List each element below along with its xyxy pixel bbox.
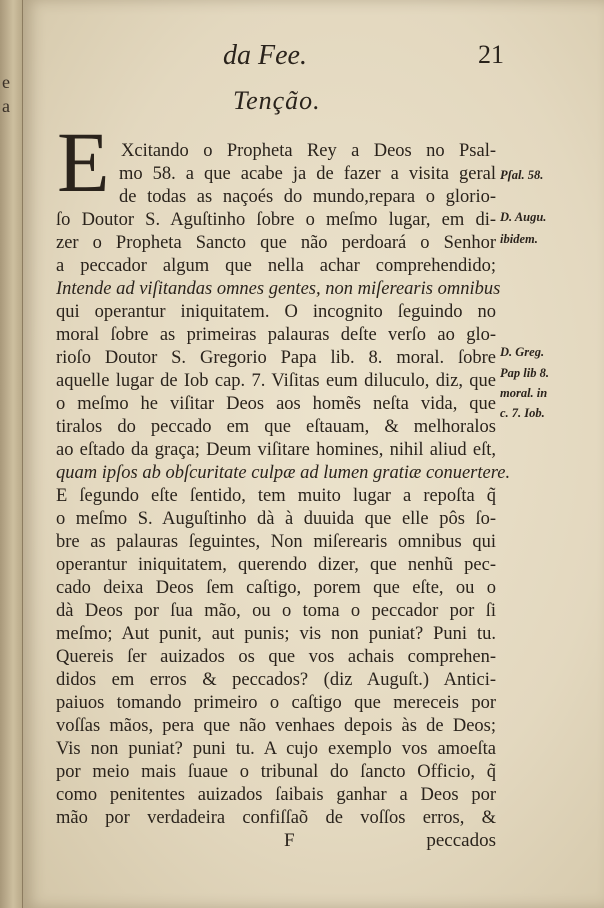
text-line: paiuos tomando primeiro o caſtigo que mereceis por bbox=[56, 693, 496, 713]
text-line: quam ipſos ab obſcuritate culpæ ad lumen gratiæ conuertere. bbox=[56, 463, 511, 483]
margin-note: ibidem. bbox=[500, 232, 538, 246]
text-line: aquelle lugar de Iob cap. 7. Viſitas eum diluculo, diz, que bbox=[56, 371, 496, 391]
text-line: mo 58. a que acabe ja de fazer a visita geral bbox=[119, 164, 496, 184]
text-line: de todas as naçoés do mundo,repara o glorio- bbox=[119, 187, 496, 207]
text-line: Xcitando o Propheta Rey a Deos no Psal- bbox=[121, 141, 496, 161]
page-number: 21 bbox=[478, 40, 504, 69]
text-line: moral ſobre as primeiras palauras deſte verſo ao glo- bbox=[56, 325, 496, 345]
signature-mark: F bbox=[284, 830, 295, 851]
text-line: o meſmo S. Auguſtinho dà à duuida que elle pôs ſo- bbox=[56, 509, 496, 529]
text-line: didos em erros & peccados? (diz Auguſt.) Antici- bbox=[56, 670, 496, 690]
text-line: a peccador algum que nella achar comprehendido; bbox=[56, 256, 496, 276]
text-line: E ſegundo eſte ſentido, tem muito lugar a repoſta q̃ bbox=[56, 486, 496, 506]
margin-note: c. 7. Iob. bbox=[500, 406, 545, 420]
prev-page-char: a bbox=[2, 96, 10, 116]
margin-note: D. Augu. bbox=[500, 210, 547, 224]
text-line: tiralos do peccado em que eſtauam, & melhoralos bbox=[56, 417, 496, 437]
text-line: bre as palauras ſeguintes, Non miſerearis omnibus qui bbox=[56, 532, 496, 552]
text-line: voſſas mãos, pera que não venhaes depois às de Deos; bbox=[56, 716, 496, 736]
text-line: ao eſtado da graça; Deum viſitare homines, nihil aliud eſt, bbox=[56, 440, 496, 460]
previous-page-edge bbox=[0, 0, 23, 908]
text-line: por meio mais ſuaue o tribunal do ſancto Officio, q̃ bbox=[56, 762, 496, 782]
book-page bbox=[23, 0, 604, 908]
text-line: o meſmo he viſitar Deos aos homẽs neſta vida, que bbox=[56, 394, 496, 414]
text-line: mão por verdadeira confiſſaõ de voſſos erros, & bbox=[56, 808, 496, 828]
text-line: zer o Propheta Sancto que não perdoará o Senhor bbox=[56, 233, 496, 253]
margin-note: Pap lib 8. bbox=[500, 366, 549, 380]
running-head: da Fee. bbox=[223, 40, 307, 71]
margin-note: D. Greg. bbox=[500, 345, 545, 359]
text-line: rioſo Doutor S. Gregorio Papa lib. 8. moral. ſobre bbox=[56, 348, 496, 368]
drop-cap: E bbox=[57, 114, 110, 210]
text-line: dà Deos por ſua mão, ou o toma o peccador por ſi bbox=[56, 601, 496, 621]
margin-note: moral. in bbox=[500, 386, 548, 400]
text-line: ſo Doutor S. Aguſtinho ſobre o meſmo lugar, em di- bbox=[56, 210, 496, 230]
text-line: qui operantur iniquitatem. O incognito ſeguindo no bbox=[56, 302, 496, 322]
text-line: cado deixa Deos ſem caſtigo, porem que eſte, ou o bbox=[56, 578, 496, 598]
text-line: Quereis ſer auizados os que vos achais comprehen- bbox=[56, 647, 496, 667]
text-line: meſmo; Aut punit, aut punis; vis non puniat? Puni tu. bbox=[56, 624, 496, 644]
section-title: Tenção. bbox=[233, 86, 321, 115]
catchword: peccados bbox=[426, 830, 496, 851]
page-footer bbox=[56, 830, 496, 854]
prev-page-char: e bbox=[2, 72, 10, 92]
text-line: operantur iniquitatem, querendo dizer, que nenhũ pec- bbox=[56, 555, 496, 575]
text-line: Vis non puniat? puni tu. A cujo exemplo vos amoeſta bbox=[56, 739, 496, 759]
text-line: como penitentes auizados ſaibais ganhar a Deos por bbox=[56, 785, 496, 805]
margin-note: Pſal. 58. bbox=[500, 168, 544, 182]
text-line: Intende ad viſitandas omnes gentes, non miſerearis omnibus bbox=[56, 279, 501, 299]
